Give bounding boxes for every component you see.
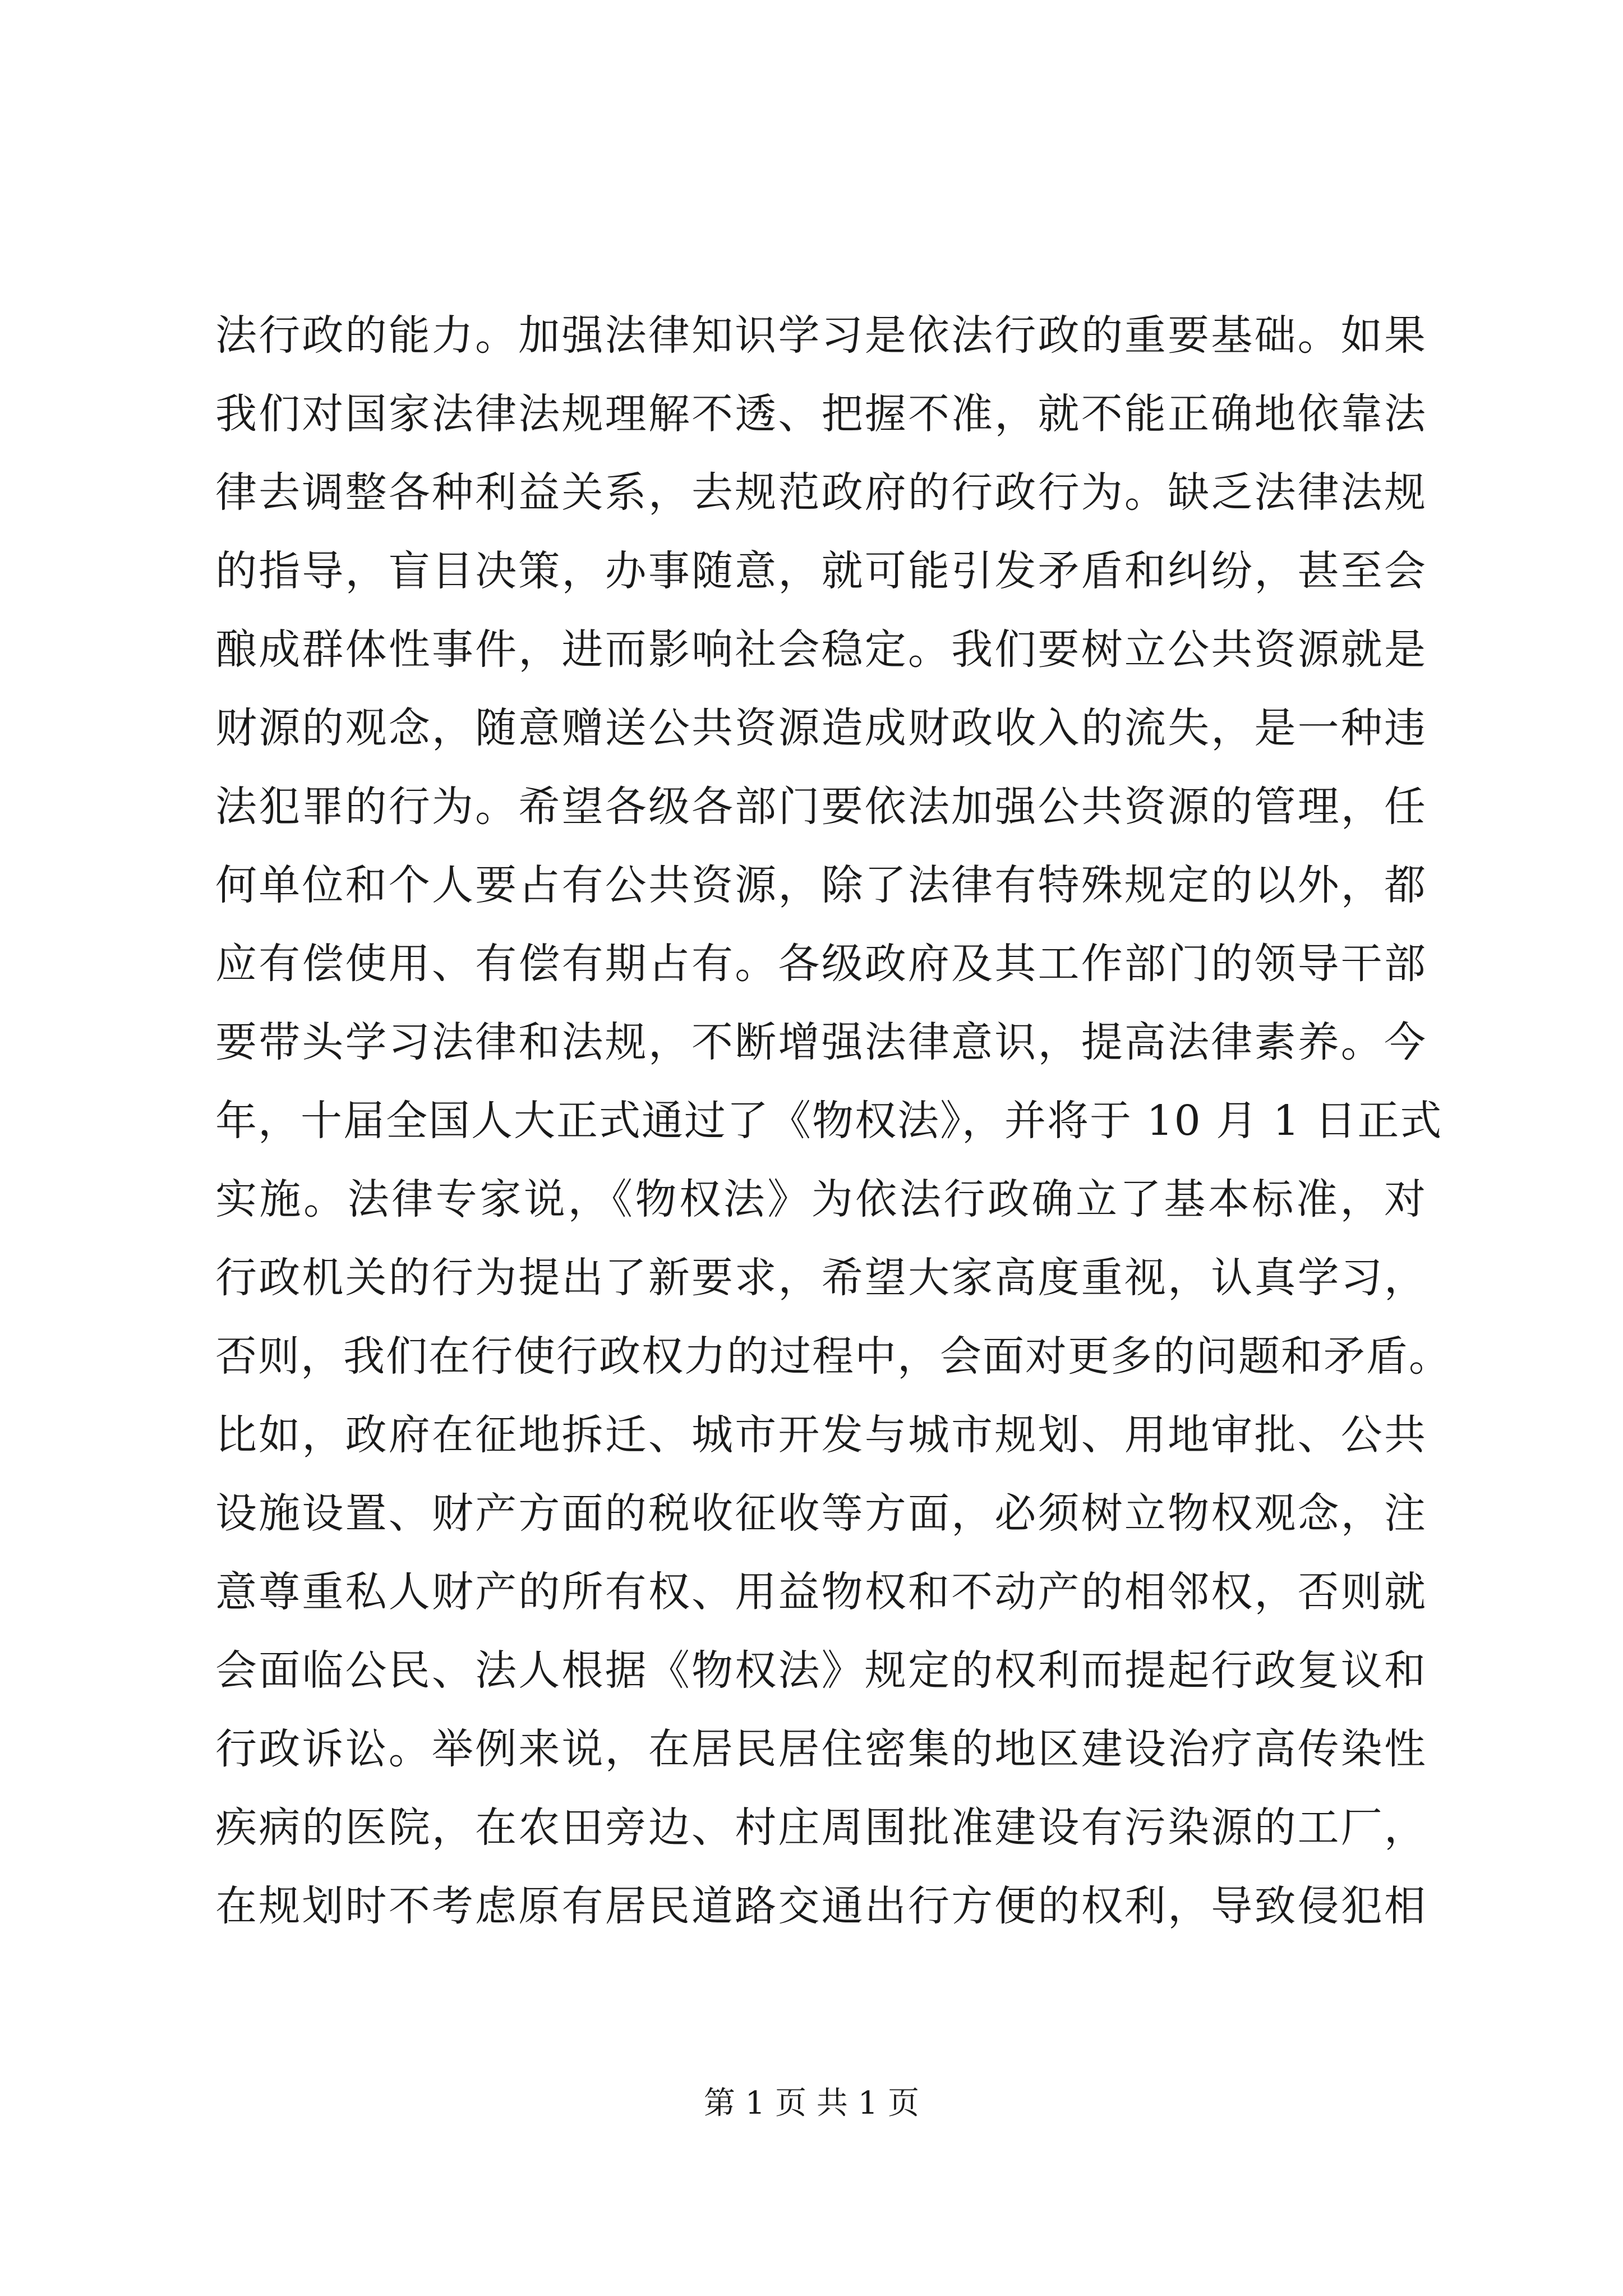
text-line: 实施。法律专家说，《物权法》为依法行政确立了基本标准，对 bbox=[215, 1175, 1427, 1223]
text-line: 何单位和个人要占有公共资源，除了法律有特殊规定的以外，都 bbox=[215, 861, 1427, 909]
text-line: 否则，我们在行使行政权力的过程中，会面对更多的问题和矛盾。 bbox=[215, 1332, 1451, 1381]
body-text bbox=[215, 296, 1451, 1945]
text-line: 法行政的能力。加强法律知识学习是依法行政的重要基础。如果 bbox=[215, 311, 1427, 360]
text-line: 行政机关的行为提出了新要求，希望大家高度重视，认真学习， bbox=[215, 1254, 1427, 1302]
text-line: 法犯罪的行为。希望各级各部门要依法加强公共资源的管理，任 bbox=[215, 783, 1427, 831]
text-line: 的指导，盲目决策，办事随意，就可能引发矛盾和纠纷，甚至会 bbox=[215, 547, 1427, 595]
text-line: 会面临公民、法人根据《物权法》规定的权利而提起行政复议和 bbox=[215, 1646, 1427, 1695]
page-footer bbox=[0, 2084, 1623, 2123]
text-line: 年，十届全国人大正式通过了《物权法》，并将于 10 月 1 日正式 bbox=[215, 1097, 1443, 1145]
text-line: 酿成群体性事件，进而影响社会稳定。我们要树立公共资源就是 bbox=[215, 625, 1427, 674]
text-line: 疾病的医院，在农田旁边、村庄周围批准建设有污染源的工厂， bbox=[215, 1803, 1427, 1852]
text-line: 行政诉讼。举例来说，在居民居住密集的地区建设治疗高传染性 bbox=[215, 1725, 1427, 1773]
text-line: 设施设置、财产方面的税收征收等方面，必须树立物权观念，注 bbox=[215, 1489, 1427, 1538]
page-number: 第 1 页 共 1 页 bbox=[703, 2085, 920, 2122]
text-line: 财源的观念，随意赠送公共资源造成财政收入的流失，是一种违 bbox=[215, 704, 1427, 752]
text-line: 应有偿使用、有偿有期占有。各级政府及其工作部门的领导干部 bbox=[215, 940, 1427, 988]
text-line: 我们对国家法律法规理解不透、把握不准，就不能正确地依靠法 bbox=[215, 390, 1427, 438]
text-line: 意尊重私人财产的所有权、用益物权和不动产的相邻权，否则就 bbox=[215, 1568, 1427, 1616]
text-line: 要带头学习法律和法规，不断增强法律意识，提高法律素养。今 bbox=[215, 1018, 1427, 1066]
text-line: 比如，政府在征地拆迁、城市开发与城市规划、用地审批、公共 bbox=[215, 1411, 1427, 1459]
text-line: 在规划时不考虑原有居民道路交通出行方便的权利，导致侵犯相 bbox=[215, 1882, 1427, 1930]
text-line: 律去调整各种利益关系，去规范政府的行政行为。缺乏法律法规 bbox=[215, 468, 1427, 517]
